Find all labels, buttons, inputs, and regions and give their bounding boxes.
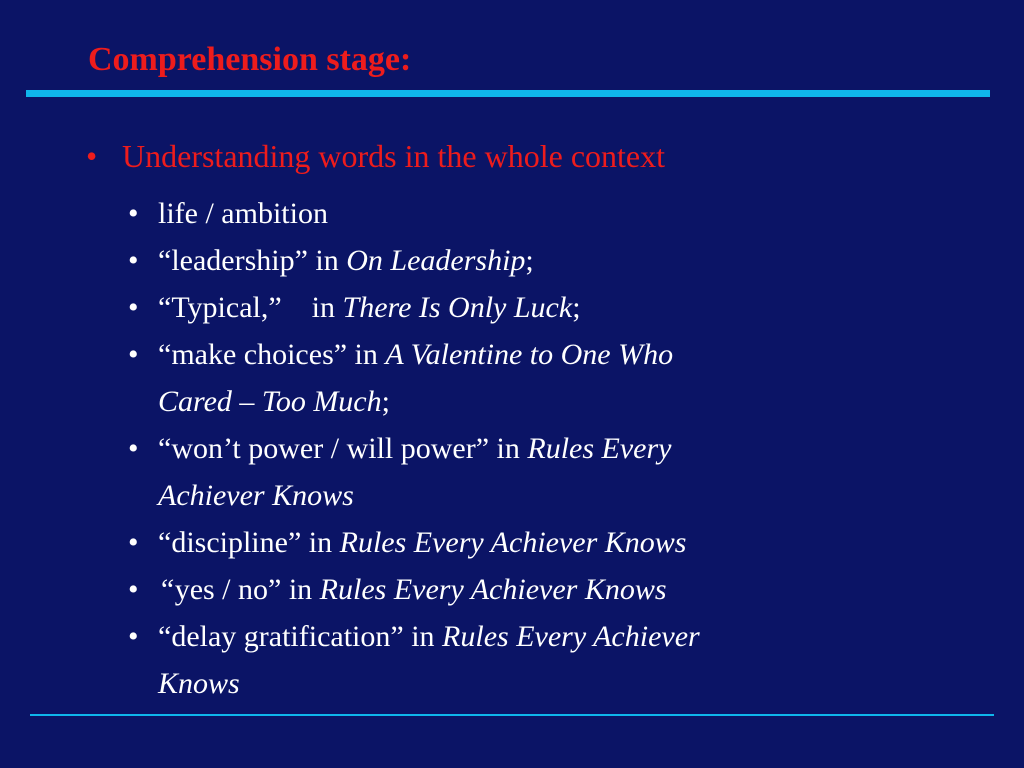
item-punctuation: ; xyxy=(381,385,390,418)
list-item-leadership xyxy=(124,237,904,284)
list-item-discipline xyxy=(124,519,904,566)
bullet-dot: • xyxy=(128,197,139,230)
main-bullet-text: Understanding words in the whole context xyxy=(122,138,665,174)
item-line-continued xyxy=(158,378,904,425)
item-line xyxy=(158,519,904,566)
main-bullet xyxy=(86,134,665,178)
item-line xyxy=(158,425,904,472)
item-punctuation: ; xyxy=(572,291,581,324)
work-title: Rules Every Achiever xyxy=(442,620,700,653)
bullet-dot: • xyxy=(128,244,139,277)
item-text-in: in xyxy=(311,291,343,324)
sub-bullet-list xyxy=(124,190,904,707)
bullet-dot: • xyxy=(128,526,139,559)
item-line xyxy=(158,237,904,284)
item-line xyxy=(158,566,904,613)
work-title-continued: Achiever Knows xyxy=(158,479,354,512)
item-text: “make choices” in xyxy=(158,338,386,371)
work-title: There Is Only Luck xyxy=(342,291,573,324)
work-title: Rules Every Achiever Knows xyxy=(339,526,687,559)
item-line xyxy=(158,190,904,237)
item-line-continued xyxy=(158,660,904,707)
list-item-life-ambition xyxy=(124,190,904,237)
bullet-dot: • xyxy=(128,573,139,606)
list-item-wont-power xyxy=(124,425,904,519)
open-quote: “ xyxy=(158,573,175,606)
item-text: “leadership” in xyxy=(158,244,347,277)
item-line xyxy=(158,284,904,331)
work-title: On Leadership xyxy=(346,244,526,277)
list-item-typical xyxy=(124,284,904,331)
item-text: “delay gratification” in xyxy=(158,620,443,653)
work-title-continued: Cared – Too Much xyxy=(158,385,382,418)
work-title: A Valentine to One Who xyxy=(385,338,674,371)
list-item-yes-no xyxy=(124,566,904,613)
slide-title: Comprehension stage: xyxy=(88,41,412,78)
work-title: Rules Every Achiever Knows xyxy=(319,573,667,606)
bullet-dot: • xyxy=(86,138,98,174)
work-title-continued: Knows xyxy=(158,667,240,700)
list-item-make-choices xyxy=(124,331,904,425)
item-punctuation: ; xyxy=(525,244,534,277)
footer-divider xyxy=(30,714,994,716)
work-title: Rules Every xyxy=(527,432,672,465)
item-line-continued xyxy=(158,472,904,519)
list-item-delay-gratification xyxy=(124,613,904,707)
title-divider xyxy=(26,90,990,97)
item-text: “won’t power / will power” in xyxy=(158,432,528,465)
item-text: “discipline” in xyxy=(158,526,340,559)
item-text: yes / no” in xyxy=(174,573,320,606)
bullet-dot: • xyxy=(128,338,139,371)
item-line xyxy=(158,613,904,660)
bullet-dot: • xyxy=(128,432,139,465)
bullet-dot: • xyxy=(128,620,139,653)
item-text: “Typical,” xyxy=(158,291,282,324)
item-line xyxy=(158,331,904,378)
bullet-dot: • xyxy=(128,291,139,324)
item-text: life / ambition xyxy=(158,197,328,230)
